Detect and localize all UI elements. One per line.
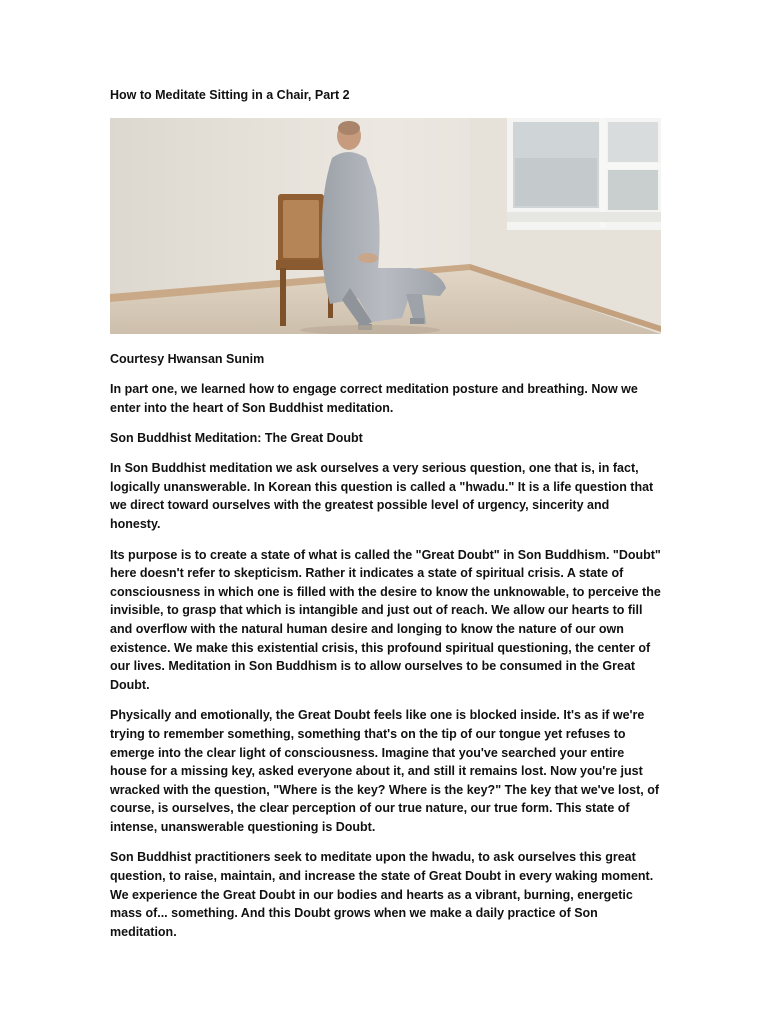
paragraph-3: Its purpose is to create a state of what is called the "Great Doubt" in Son Buddhism. "Doubt" here doesn't refer to skepticism. Rather it indicates a state of spiritual crisis. A state of consciousness in which one is filled with the desire to know the unknowable, to perceive the invisible, to grasp that which is intangible and just out of reach. We allow our hearts to fill and overflow with the natural human desire and longing to know the nature of our own existence. We make this existential crisis, this profound spiritual questioning, the center of our lives. Meditation in Son Buddhism is to allow ourselves to be consumed in the Great Doubt. [110,547,661,692]
paragraph-5: Son Buddhist practitioners seek to meditate upon the hwadu, to ask ourselves this great question, to raise, maintain, and increase the state of Great Doubt in every waking moment. We experience the Great Doubt in our bodies and hearts as a vibrant, burning, energetic mass of... something. And this Doubt grows when we make a daily practice of Son meditation. [110,850,654,939]
paragraph-4: Physically and emotionally, the Great Doubt feels like one is blocked inside. It's as if we're trying to remember something, something that's on the tip of our tongue yet refuses to emerge into the clear light of consciousness. Imagine that you've searched your entire house for a missing key, asked everyone about it, and still it remains lost. Now you're just wracked with the question, "Where is the key? Where is the key?" The key that we've lost, of course, is ourselves, the clear perception of our true nature, our true form. This state of intense, unanswerable questioning is Doubt. [110,708,659,834]
paragraph-1: In part one, we learned how to engage correct meditation posture and breathing. Now we enter into the heart of Son Buddhist meditation. [110,382,638,415]
monk-meditating-photo [110,118,661,334]
photo-caption: Courtesy Hwansan Sunim [110,352,265,366]
document-body [110,86,662,953]
section-heading: Son Buddhist Meditation: The Great Doubt [110,431,363,446]
paragraph-2: In Son Buddhist meditation we ask ourselves a very serious question, one that is, in fact, logically unanswerable. In Korean this question is called a "hwadu." It is a life question that we direct toward ourselves with the greatest possible level of urgency, sincerity and honesty. [110,461,654,531]
document-title: How to Meditate Sitting in a Chair, Part 2 [110,88,350,102]
